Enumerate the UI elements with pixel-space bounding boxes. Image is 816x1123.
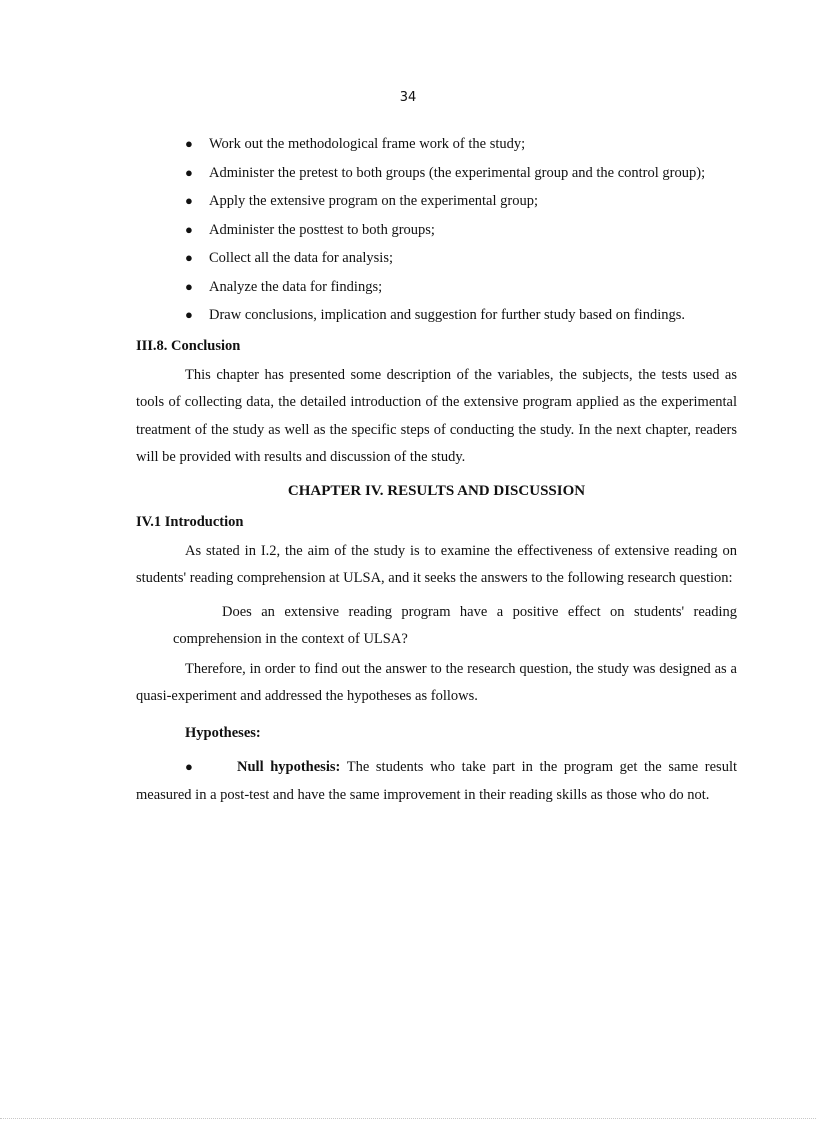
chapter-title: CHAPTER IV. RESULTS AND DISCUSSION	[287, 482, 586, 499]
bullet-icon: ●	[185, 758, 193, 774]
research-question: Does an extensive reading program have a positive effect on students' reading comprehension in the context of ULSA?	[173, 603, 737, 647]
list-item: ● Collect all the data for analysis;	[136, 244, 737, 273]
list-item: ● Analyze the data for findings;	[136, 273, 737, 302]
bullet-icon: ●	[185, 221, 193, 237]
conclusion-paragraph: This chapter has presented some description of the variables, the subjects, the tests used as tools of collecting data, the detailed introduction of the extensive program applied as the experimental treatment of the study as well as the specific steps of conducting the study. In the next chapter, readers will be provided with results and discussion of the study.	[136, 366, 737, 465]
null-hypothesis	[136, 753, 737, 809]
bullet-icon: ●	[185, 164, 193, 180]
page-bottom-divider	[0, 1118, 816, 1119]
bullet-icon: ●	[185, 136, 193, 151]
list-item: ● Draw conclusions, implication and suggestion for further study based on findings.	[136, 301, 737, 330]
hypotheses-title: Hypotheses:	[185, 724, 261, 741]
bullet-icon: ●	[185, 193, 193, 208]
bullet-icon: ●	[185, 307, 193, 322]
list-item: ● Work out the methodological frame work of the study;	[136, 130, 737, 159]
list-item: ● Apply the extensive program on the experimental group;	[136, 187, 737, 216]
document-body	[136, 130, 737, 823]
list-item: ● Administer the posttest to both groups;	[136, 216, 737, 245]
bullet-icon: ●	[185, 250, 193, 265]
page-number: 34	[399, 90, 417, 105]
introduction-paragraph-2: Therefore, in order to find out the answer to the research question, the study was designed as a quasi-experiment and addressed the hypotheses as follows.	[136, 660, 737, 704]
list-item: ● Administer the pretest to both groups (the experimental group and the control group);	[136, 159, 737, 188]
bullet-icon: ●	[185, 278, 193, 294]
conclusion-heading: III.8. Conclusion	[136, 337, 241, 354]
null-hypothesis-text: The students who take part in the program get the same result measured in a post-test and have the same improvement in their reading skills as those who do not.	[136, 758, 737, 803]
null-hypothesis-label: Null hypothesis:	[237, 758, 341, 775]
steps-list	[136, 130, 737, 330]
introduction-paragraph: As stated in I.2, the aim of the study is to examine the effectiveness of extensive reading on students' reading comprehension at ULSA, and it seeks the answers to the following research question:	[136, 542, 737, 586]
introduction-heading: IV.1 Introduction	[136, 513, 244, 530]
